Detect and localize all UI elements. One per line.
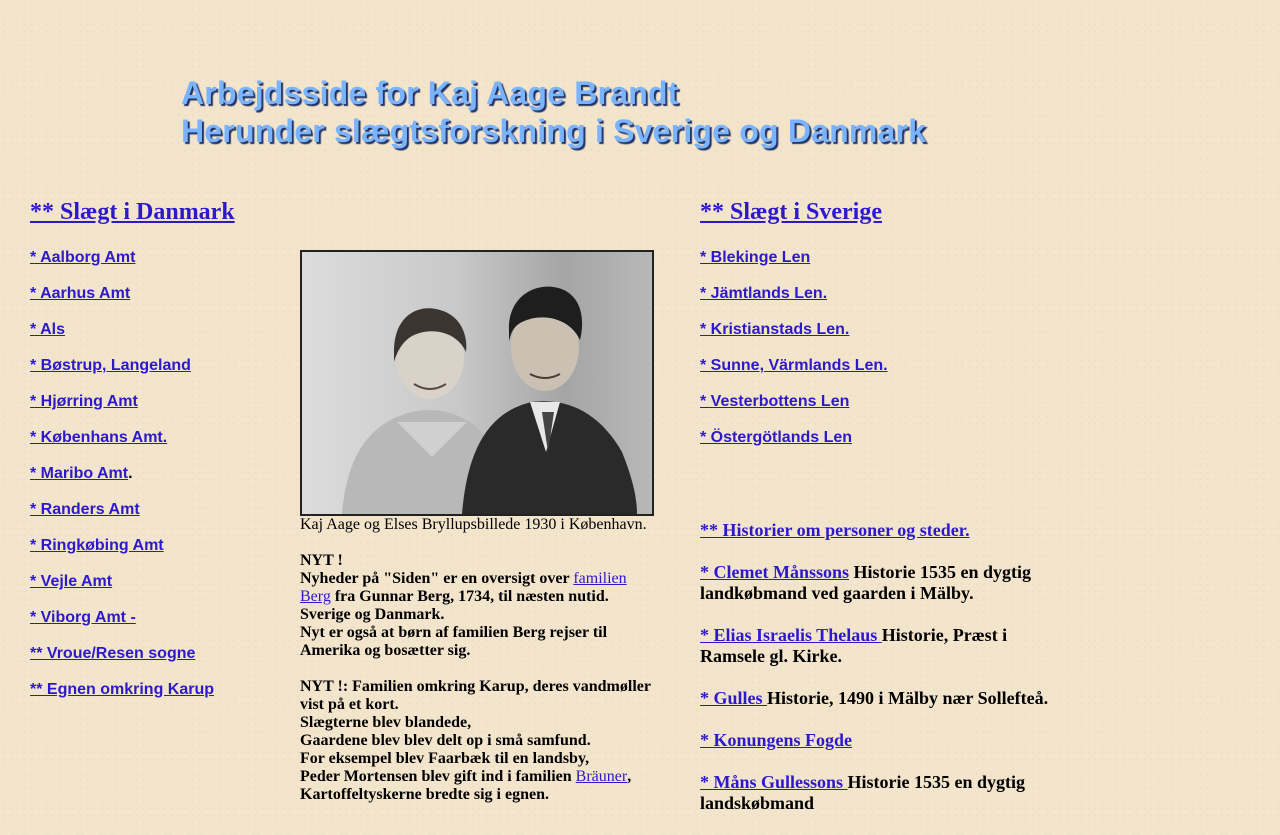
story-text: Historie, Præst i Ramsele gl. Kirke.: [700, 625, 1008, 666]
list-item: [700, 320, 1100, 356]
news-text: Nyheder på "Siden" er en oversigt over: [300, 570, 574, 587]
stories-section: [700, 520, 1060, 835]
banner-title-line2: Herunder slægtsforskning i Sverige og Danmark: [181, 113, 927, 149]
banner-title-line1: Arbejdsside for Kaj Aage Brandt: [181, 75, 679, 111]
list-item: [700, 248, 1100, 284]
list-item: [30, 500, 280, 536]
link-viborg-amt[interactable]: * Viborg Amt -: [30, 609, 136, 626]
story-link-elias-israelis-thelaus[interactable]: * Elias Israelis Thelaus: [700, 625, 882, 645]
link-vejle-amt[interactable]: * Vejle Amt: [30, 573, 113, 590]
news-line: Slægterne blev blandede,: [300, 714, 472, 731]
news-line: For eksempel blev Faarbæk til en landsby,: [300, 750, 590, 767]
story-link-clemet-manssons[interactable]: * Clemet Månssons: [700, 562, 849, 582]
list-item: [30, 248, 280, 284]
sweden-list: [700, 248, 1100, 464]
list-item: [30, 392, 280, 428]
link-kobenhavns-amt[interactable]: * Københans Amt.: [30, 429, 168, 446]
news-spacer: [300, 660, 660, 678]
link-kristianstads-len[interactable]: * Kristianstads Len.: [700, 321, 850, 338]
story-item: [700, 772, 1060, 814]
story-item: [700, 730, 1060, 751]
photo-caption: Kaj Aage og Elses Bryllupsbillede 1930 i København.: [300, 516, 647, 533]
list-item: [30, 536, 280, 572]
news-paragraph-1: [300, 570, 660, 606]
news-line: [300, 768, 660, 786]
link-vesterbottens-len[interactable]: * Vesterbottens Len: [700, 393, 850, 410]
stories-heading-row: [700, 520, 1060, 541]
story-item: [700, 688, 1060, 709]
news-line: NYT !: Familien omkring Karup, deres vandmøller vist på et kort.: [300, 678, 651, 713]
link-vroue-resen-sogne[interactable]: ** Vroue/Resen sogne: [30, 645, 196, 662]
news-text: ,: [627, 768, 632, 785]
list-item: [700, 392, 1100, 428]
story-text: Historie 1535 en dygtig landskøbmand: [700, 772, 1026, 813]
link-hjorring-amt[interactable]: * Hjørring Amt: [30, 393, 138, 410]
news-line: Nyt er også at børn af familien Berg rejser til Amerika og bosætter sig.: [300, 624, 608, 659]
story-item: [700, 562, 1060, 604]
story-text: Historie 1535 en dygtig landkøbmand ved gaarden i Mälby.: [700, 562, 1031, 603]
news-text: Peder Mortensen blev gift ind i familien: [300, 768, 576, 785]
list-item: [30, 464, 280, 500]
news-text: fra Gunnar Berg, 1734, til næsten nutid.: [330, 588, 609, 605]
list-item: [30, 284, 280, 320]
story-item: [700, 625, 1060, 667]
link-bostrup-langeland[interactable]: * Bøstrup, Langeland: [30, 357, 191, 374]
link-ringkobing-amt[interactable]: * Ringkøbing Amt: [30, 537, 164, 554]
link-aalborg-amt[interactable]: * Aalborg Amt: [30, 249, 136, 266]
list-item: [30, 572, 280, 608]
news-line: Kartoffeltyskerne bredte sig i egnen.: [300, 786, 549, 803]
list-item: [30, 608, 280, 644]
familien-berg-link[interactable]: familien Berg: [300, 570, 627, 605]
list-item: [30, 320, 280, 356]
maribo-suffix: .: [128, 465, 133, 482]
list-item: [30, 680, 280, 716]
news-section: [300, 552, 660, 804]
stories-heading-link[interactable]: ** Historier om personer og steder.: [700, 520, 970, 540]
news-line: Sverige og Danmark.: [300, 606, 445, 623]
list-item: [700, 356, 1100, 392]
list-item: [700, 284, 1100, 320]
wedding-photo: [300, 250, 654, 516]
list-item: [700, 428, 1100, 464]
story-link-mans-gullessons[interactable]: * Måns Gullessons: [700, 772, 848, 792]
link-blekinge-len[interactable]: * Blekinge Len: [700, 249, 811, 266]
story-text: Historie, 1490 i Mälby nær Sollefteå.: [767, 688, 1049, 708]
brauner-link[interactable]: Bräuner: [575, 768, 628, 785]
story-link-konungens-fogde[interactable]: * Konungens Fogde: [700, 730, 853, 750]
denmark-section-link[interactable]: ** Slægt i Danmark: [30, 199, 235, 225]
link-maribo-amt[interactable]: * Maribo Amt: [30, 465, 129, 482]
wedding-photo-image: [302, 252, 652, 514]
sweden-section-link[interactable]: ** Slægt i Sverige: [700, 199, 882, 225]
link-ostergotlands-len[interactable]: * Östergötlands Len: [700, 429, 853, 446]
news-line: Gaardene blev blev delt op i små samfund.: [300, 732, 591, 749]
page-banner: [181, 74, 926, 150]
list-item: [30, 356, 280, 392]
list-item: [30, 428, 280, 464]
link-als[interactable]: * Als: [30, 321, 65, 338]
link-jamtlands-len[interactable]: * Jämtlands Len.: [700, 285, 828, 302]
link-egnen-omkring-karup[interactable]: ** Egnen omkring Karup: [30, 681, 215, 698]
story-link-gulles[interactable]: * Gulles: [700, 688, 768, 708]
list-item: [30, 644, 280, 680]
link-randers-amt[interactable]: * Randers Amt: [30, 501, 140, 518]
link-sunne-varmlands-len[interactable]: * Sunne, Värmlands Len.: [700, 357, 888, 374]
news-heading: NYT !: [300, 552, 343, 569]
denmark-list: [30, 248, 280, 716]
link-aarhus-amt[interactable]: * Aarhus Amt: [30, 285, 131, 302]
